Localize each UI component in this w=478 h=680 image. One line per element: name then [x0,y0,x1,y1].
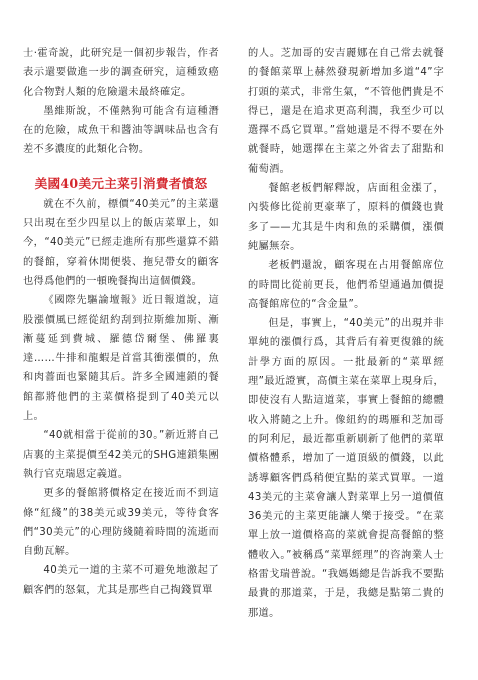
paragraph: 墨維斯說，不僅熱狗可能含有這種潛在的危險，咸魚干和醬油等調味品也含有差不多濃度的此類化合物。 [23,105,219,156]
paragraph: 餐館老板們解釋說，店面租金漲了，內裝修比從前更豪華了，原料的價錢也貴多了——尤其是牛肉和魚的采購價，漲價純屬無奈。 [248,183,444,252]
right-column [248,44,444,623]
paragraph: 40美元一道的主菜不可避免地激起了顧客們的怒氣，尤其是那些自己掏錢買單 [23,565,219,596]
paragraph: 老板們還說，顧客現在占用餐館席位的時間比從前更長，他們希望通過加價提高餐館席位的“含金量”。 [248,260,444,310]
paragraph: “40就相當于從前的30。”新近將自己店裏的主菜提價至42美元的SHG連鎖集團執行官克瑞恩定義道。 [23,430,219,480]
paragraph: 《國際先驅論壇報》近日報道說，這股漲價風已經從紐約刮到拉斯維加斯、漸漸蔓延到費城、羅德岱爾堡、佛羅裏達……牛排和龍蝦是首當其衝漲價的，魚和肉薔面也緊隨其后。許多全國連鎖的餐館都將他們的主菜價格提到了40美元以上。 [23,295,219,423]
paragraph: 更多的餐館將價格定在接近而不到這條“紅綫”的38美元或39美元，等待食客們“30美元”的心理防綫隨着時間的流逝而自動瓦解。 [23,488,219,558]
article-headline: 美國40美元主菜引消費者憤怒 [34,175,208,191]
paragraph: 的人。芝加哥的安吉麗娜在自己常去就餐的餐館菜單上赫然發現新增加多道“4”字打頭的菜式，非常生氣，“不管他們貴是不得已，還是在追求更高利潤，我至少可以選擇不爲它買單。”當她還是不得不要在外就餐時，她選擇在主菜之外省去了甜點和葡萄酒。 [248,48,444,175]
paragraph: 但是，事實上，“40美元”的出現并非單純的漲價行爲，其背后有着更復雜的統計學方面的原因。一批最新的“菜單經理”最近證實，高價主菜在菜單上現身后，即使沒有人點這道菜，事實上餐館的總體收入將隨之上升。像紐約的瑪雁和芝加哥的阿利尼，最近都重新刷新了他們的菜單價格體系，增加了一道頂級的價錢，以此誘導顧客們爲稍便宜點的菜式買單。一道43美元的主菜會讓人對菜單上另一道價值36美元的主菜更能讓人樂于接受。“在菜單上放一道價格高的菜就會提高餐館的整體收入。”被稱爲“菜單經理”的咨詢業人士格雷戈瑞普說。“我媽媽總是告訴我不要點最貴的那道菜，于是，我總是點第二貴的那道。 [248,318,444,619]
paragraph: 士·霍奇說，此研究是一個初步報告，作者表示還要做進一步的調查研究，這種致癌化合物對人類的危險還未最終確定。 [23,48,219,98]
left-column [23,44,219,600]
paragraph: 就在不久前，標價“40美元”的主菜還只出現在至少四星以上的飯店菜單上，如今，“40美元”已經走進所有那些還算不錯的餐館，穿着休閒便裝、拖兒帶女的顧客也得爲他們的一頓晚餐掏出這個價錢。 [23,198,219,287]
